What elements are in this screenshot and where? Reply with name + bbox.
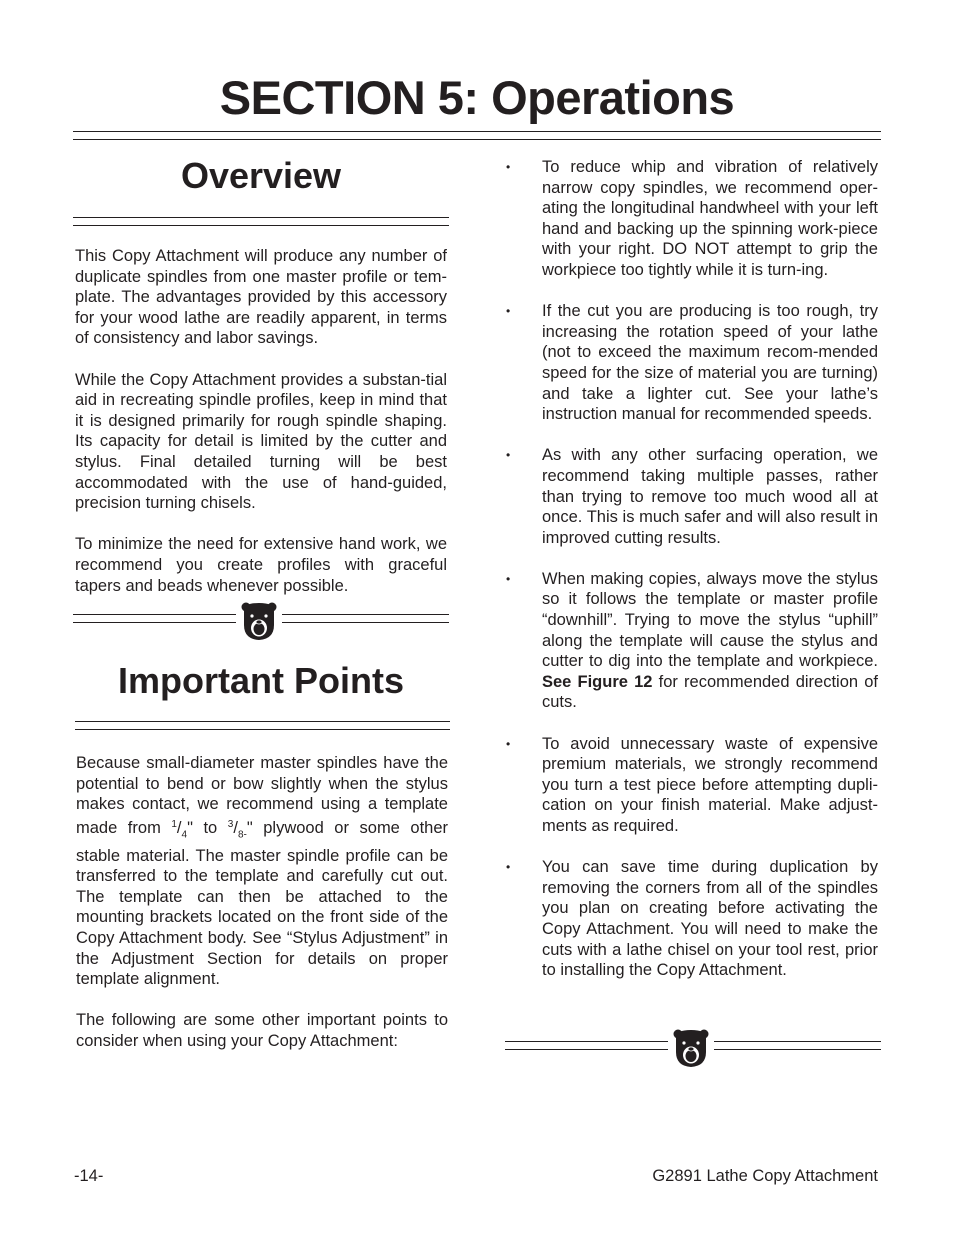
bear-logo-icon: [673, 1028, 709, 1068]
bullet-item: • When making copies, always move the stylus so it follows the template or master profile “downhill”. Trying to move the stylus “uphill” along the template will cause the stylus and cutter to dig into the template and workpiece. See Figure 12 for recommended direction of cuts.: [506, 569, 878, 712]
important-points-closing: The following are some other important points to consider when using your Copy Attachment:: [76, 1011, 448, 1051]
figure-reference: See Figure 12: [542, 672, 653, 691]
important-points-intro: Because small-diameter master spindles have the potential to bend or bow slightly when the stylus makes contact, we recommend using a template made from $^1/_4$" to $^3/_{8-}$" plywood or some other stable material. The master spindle profile can be transferred to the template and carefully cut out. The template can then be attached to the mounting brackets located on the front side of the Copy Attachment body. See “Stylus Adjustment” in the Adjustment Section for details on proper template alignment.: [76, 754, 449, 989]
overview-paragraph: While the Copy Attachment provides a substan-tial aid in recreating spindle profiles, keep in mind that it is designed primarily for rough spindle shaping. Its capacity for detail is limited by the cutter and stylus. Final detailed turning will be best accommodated with the use of hand-guided, precision turning chisels.: [75, 370, 447, 513]
section-divider-left: [505, 1041, 668, 1050]
important-points-heading: Important Points: [118, 660, 404, 701]
overview-rule: [73, 217, 449, 226]
section-divider-right: [282, 614, 449, 623]
title-rule: [73, 131, 881, 140]
bullet-item: • You can save time during duplication by removing the corners from all of the spindles you plan on creating before activating the Copy Attachment. You will need to make the cuts with a lathe chisel on your tool rest, prior to installing the Copy Attachment.: [506, 858, 878, 980]
bullet-list: [506, 157, 878, 1001]
section-divider-left: [73, 614, 236, 623]
bullet-item: • If the cut you are producing is too rough, try increasing the rotation speed of your lathe (not to exceed the maximum recom-mended speed for the size of material you are turning) and take a lighter cut. See your lathe’s instruction manual for recommended speeds.: [506, 302, 878, 424]
important-points-body: [76, 753, 448, 1052]
page-number: -14-: [74, 1167, 104, 1185]
section-title: SECTION 5: Operations: [219, 71, 735, 124]
overview-heading: Overview: [180, 155, 342, 196]
bear-logo-icon: [241, 601, 277, 641]
bullet-item: • As with any other surfacing operation, we recommend taking multiple passes, rather than trying to remove too much wood all at once. This is much safer and will also result in improved cutting results.: [506, 446, 878, 547]
overview-body: [75, 246, 447, 596]
bullet-item: • To avoid unnecessary waste of expensive premium materials, we strongly recommend you turn a test piece before attempting dupli-cation on your finish material. Make adjust-ments as required.: [506, 734, 878, 835]
overview-paragraph: This Copy Attachment will produce any number of duplicate spindles from one master profile or tem-plate. The advantages provided by this accessory for your wood lathe are readily apparent, in terms of consistency and labor savings.: [75, 247, 447, 348]
bullet-item: • To reduce whip and vibration of relatively narrow copy spindles, we recommend oper-ating the longitudinal handwheel with your left hand and backing up the spinning work-piece with your right. DO NOT attempt to grip the workpiece too tightly while it is turn-ing.: [506, 158, 878, 279]
footer-product-name: G2891 Lathe Copy Attachment: [652, 1167, 878, 1185]
important-points-rule: [75, 721, 450, 730]
overview-paragraph: To minimize the need for extensive hand work, we recommend you create profiles with graceful tapers and beads whenever possible.: [75, 535, 447, 595]
section-divider-right: [714, 1041, 881, 1050]
